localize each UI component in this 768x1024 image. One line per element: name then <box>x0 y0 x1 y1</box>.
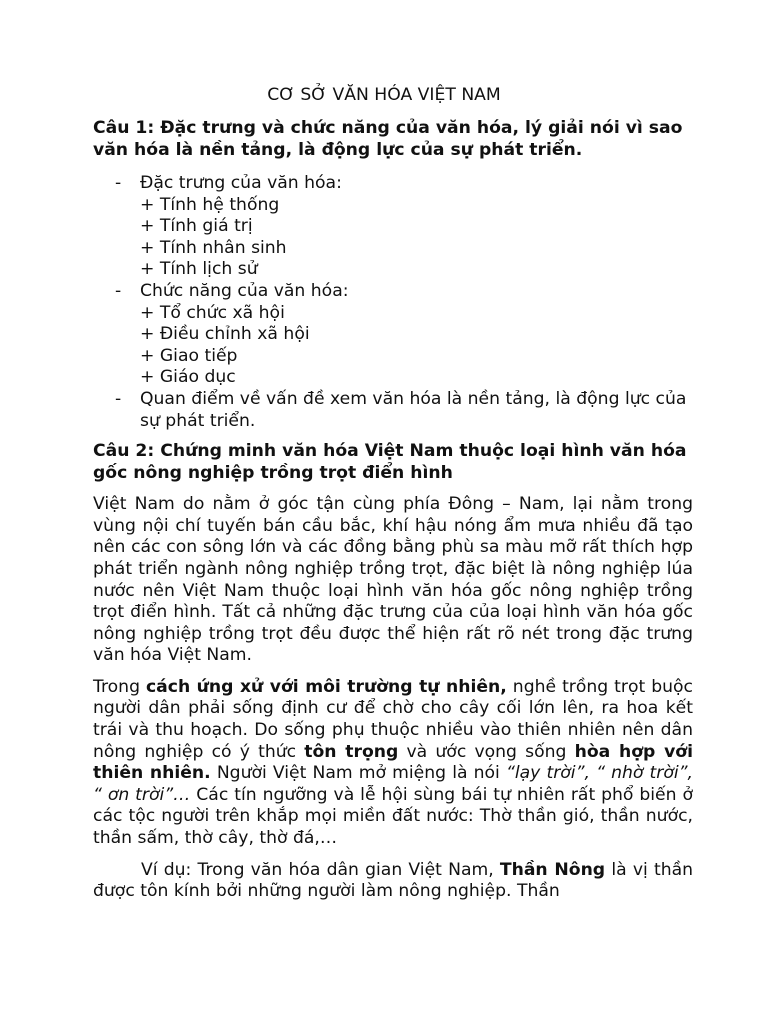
bold-text: tôn trọng <box>304 741 399 762</box>
document-body <box>93 117 693 903</box>
sub-item: + Điều chỉnh xã hội <box>140 324 310 345</box>
sub-item: + Tổ chức xã hội <box>140 302 285 323</box>
document-title: CƠ SỞ VĂN HÓA VIỆT NAM <box>267 85 501 105</box>
text-run: Ví dụ: Trong văn hóa dân gian Việt Nam, <box>141 859 500 880</box>
bold-text: cách ứng xử với môi trường tự nhiên, <box>145 676 507 697</box>
text-run: Các tín ngưỡng và lễ hội sùng bái tự nhiên rất phổ biến ở các tộc người trên khắp mọi miền đất nước: Thờ thần gió, thần nước, thần sấm, thờ cây, thờ đá,… <box>93 784 693 849</box>
sub-item: + Tính giá trị <box>140 216 253 237</box>
text-run: và ước vọng sống <box>398 741 575 762</box>
text-run: Người Việt Nam mở miệng là nói <box>210 763 506 784</box>
sub-item: + Giáo dục <box>140 367 236 388</box>
sub-item: + Giao tiếp <box>140 345 238 366</box>
question-1-list <box>93 173 693 432</box>
paragraph-1: Việt Nam do nằm ở góc tận cùng phía Đông – Nam, lại nằm trong vùng nội chí tuyến bán cầu bắc, khí hậu nóng ẩm mưa nhiều đã tạo nên các con sông lớn và các đồng bằng phù sa màu mỡ rất thích hợp phát triển ngành nông nghiệp trồng trọt, đặc biệt là nông nghiệp lúa nước nên Việt Nam thuộc loại hình văn hóa gốc nông nghiệp trồng trọt điển hình. Tất cả những đặc trưng của của loại hình văn hóa gốc nông nghiệp trồng trọt đều được thể hiện rất rõ nét trong đặc trưng văn hóa Việt Nam. <box>93 494 693 666</box>
list-item-functions <box>93 281 693 389</box>
paragraph-3 <box>93 860 693 903</box>
italic-text: “lạy trời”, “ nhờ trời”, “ ơn trời”… <box>93 763 694 805</box>
list-item-characteristics <box>93 173 693 281</box>
text-run: nghề trồng trọt buộc người dân phải sống định cư để chờ cho cây cối lớn lên, ra hoa kết trái và thu hoạch. Do sống phụ thuộc nhiều vào thiên nhiên nên dân nông nghiệp có ý thức <box>93 676 693 762</box>
list-item-viewpoint <box>93 389 693 432</box>
paragraph-2 <box>93 677 693 850</box>
list-dash: - <box>115 388 122 409</box>
text-run: Trong <box>93 676 146 697</box>
question-1-heading: Câu 1: Đặc trưng và chức năng của văn hóa, lý giải nói vì sao văn hóa là nền tảng, là động lực của sự phát triển. <box>93 118 683 160</box>
bold-text: hòa hợp với thiên nhiên. <box>93 741 693 784</box>
list-dash: - <box>115 280 122 301</box>
sub-item: + Tính nhân sinh <box>140 237 287 258</box>
list-item-label: Quan điểm về vấn đề xem văn hóa là nền tảng, là động lực của sự phát triển. <box>140 388 687 431</box>
sub-item: + Tính hệ thống <box>140 194 280 215</box>
sub-item: + Tính lịch sử <box>140 259 258 280</box>
list-item-label: Chức năng của văn hóa: <box>140 280 349 301</box>
bold-text: Thần Nông <box>499 859 606 880</box>
question-2-heading: Câu 2: Chứng minh văn hóa Việt Nam thuộc loại hình văn hóa gốc nông nghiệp trồng trọt điển hình <box>93 441 687 484</box>
text-run: là vị thần được tôn kính bởi những người làm nông nghiệp. Thần <box>93 859 694 902</box>
list-dash: - <box>115 173 122 193</box>
list-item-label: Đặc trưng của văn hóa: <box>140 173 342 193</box>
